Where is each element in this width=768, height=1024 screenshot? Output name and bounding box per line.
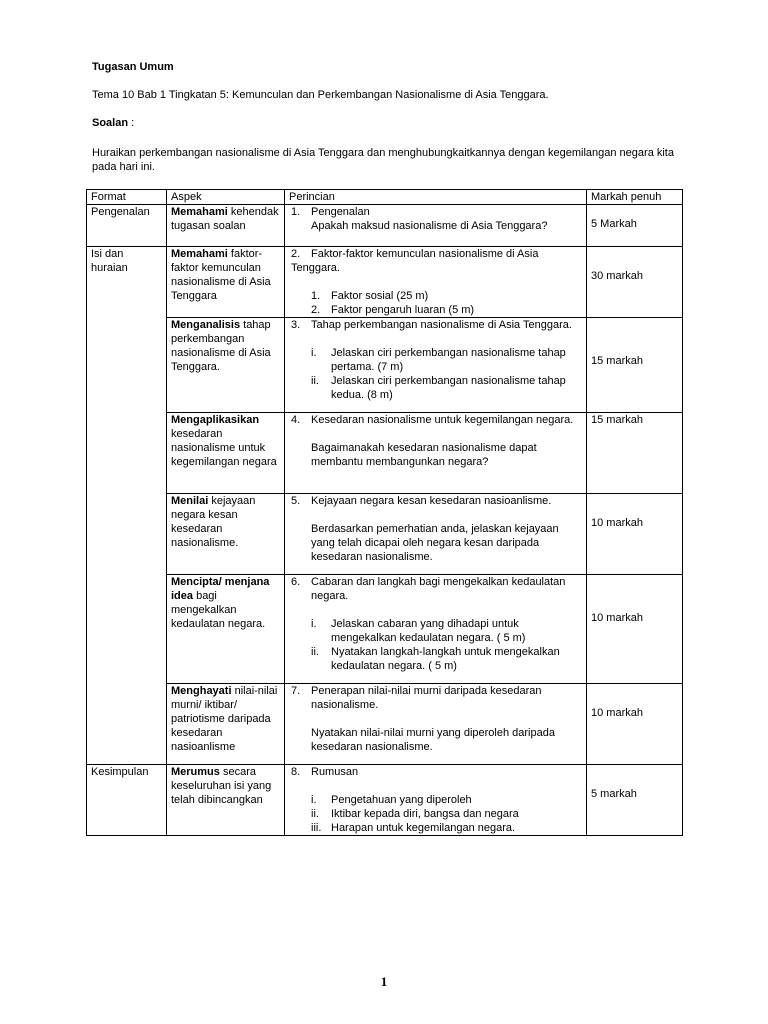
cell-perincian	[285, 413, 587, 494]
header-perincian: Perincian	[285, 190, 587, 205]
cell-aspek	[167, 205, 285, 247]
page-number: 1	[380, 974, 388, 989]
table-row	[87, 575, 683, 684]
cell-aspek	[167, 575, 285, 684]
aspek-rest: faktor-faktor kemunculan nasionalisme di Asia Tenggara	[171, 248, 271, 302]
item-number: 5.	[291, 495, 301, 507]
item-detail: Berdasarkan pemerhatian anda, jelaskan kejayaan yang telah dicapai oleh negara kesan daripada kesedaran nasionalisme.	[311, 523, 559, 563]
sub-label: i.	[311, 618, 317, 630]
question-label-colon: :	[128, 117, 135, 129]
sub-label: 2.	[311, 304, 321, 316]
list-item	[291, 645, 582, 673]
sub-text: Nyatakan langkah-langkah untuk mengekalkan kedaulatan negara. ( 5 m)	[331, 646, 560, 672]
sub-text: Harapan untuk kegemilangan negara.	[331, 822, 516, 834]
aspek-bold: Menganalisis	[171, 319, 241, 331]
aspek-bold: Memahami	[171, 248, 228, 260]
question-label-text: Soalan	[92, 117, 129, 129]
item-detail: Apakah maksud nasionalisme di Asia Tenggara?	[311, 220, 548, 232]
cell-aspek	[167, 684, 285, 765]
sub-label: ii.	[311, 646, 319, 658]
item-heading: Penerapan nilai-nilai murni daripada kesedaran nasionalisme.	[311, 685, 542, 711]
aspek-rest: nilai-nilai murni/ iktibar/ patriotisme daripada kesedaran nasioanlisme	[171, 685, 278, 753]
table-row	[87, 413, 683, 494]
cell-aspek	[167, 494, 285, 575]
header-format: Format	[87, 190, 167, 205]
sub-text: Jelaskan cabaran yang dihadapi untuk mengekalkan kedaulatan negara. ( 5 m)	[331, 618, 526, 644]
table-row	[87, 247, 683, 318]
table-row	[87, 494, 683, 575]
sub-label: ii.	[311, 808, 319, 820]
cell-markah: 5 Markah	[587, 205, 683, 247]
sub-text: Faktor pengaruh luaran (5 m)	[331, 304, 475, 316]
rubric-table	[86, 189, 683, 836]
question-label	[92, 116, 134, 130]
aspek-bold: Mencipta/ menjana idea	[171, 576, 270, 602]
cell-markah: 15 markah	[587, 318, 683, 413]
aspek-rest: kejayaan negara kesan kesedaran nasionalisme.	[171, 495, 256, 549]
item-number: 3.	[291, 319, 301, 331]
cell-markah: 10 markah	[587, 494, 683, 575]
list-item	[291, 807, 582, 821]
cell-markah: 15 markah	[587, 413, 683, 494]
question-text: Huraikan perkembangan nasionalisme di Asia Tenggara dan menghubungkaitkannya dengan kegemilangan negara kita pada hari ini.	[92, 147, 674, 173]
table-row	[87, 205, 683, 247]
list-item	[291, 303, 582, 317]
cell-markah: 10 markah	[587, 575, 683, 684]
aspek-rest: kehendak tugasan soalan	[171, 206, 279, 232]
item-heading: Tahap perkembangan nasionalisme di Asia Tenggara.	[311, 319, 572, 331]
table-row	[87, 684, 683, 765]
item-heading: Kejayaan negara kesan kesedaran nasioanlisme.	[311, 495, 552, 507]
cell-aspek	[167, 765, 285, 836]
sub-text: Iktibar kepada diri, bangsa dan negara	[331, 808, 519, 820]
cell-format: Kesimpulan	[87, 765, 167, 836]
item-number: 8.	[291, 766, 301, 778]
cell-perincian	[285, 684, 587, 765]
cell-perincian	[285, 205, 587, 247]
cell-perincian	[285, 318, 587, 413]
sub-label: i.	[311, 347, 317, 359]
table-header-row	[87, 190, 683, 205]
aspek-bold: Menilai	[171, 495, 209, 507]
sub-text: Jelaskan ciri perkembangan nasionalisme tahap pertama. (7 m)	[331, 347, 566, 373]
cell-format: Isi dan huraian	[87, 247, 167, 765]
cell-markah: 30 markah	[587, 247, 683, 318]
item-heading: Cabaran dan langkah bagi mengekalkan kedaulatan negara.	[311, 576, 566, 602]
cell-markah: 10 markah	[587, 684, 683, 765]
item-heading: Kesedaran nasionalisme untuk kegemilangan negara.	[311, 414, 574, 426]
document-title: Tugasan Umum	[92, 61, 174, 73]
cell-aspek	[167, 247, 285, 318]
header-aspek: Aspek	[167, 190, 285, 205]
item-number: 2.	[291, 248, 301, 260]
item-number: 6.	[291, 576, 301, 588]
cell-perincian	[285, 247, 587, 318]
cell-markah: 5 markah	[587, 765, 683, 836]
sub-text: Faktor sosial (25 m)	[331, 290, 429, 302]
list-item	[291, 374, 582, 402]
sub-label: ii.	[311, 375, 319, 387]
aspek-bold: Merumus	[171, 766, 220, 778]
sub-label: 1.	[311, 290, 321, 302]
cell-aspek	[167, 413, 285, 494]
item-number: 4.	[291, 414, 301, 426]
aspek-rest: secara keseluruhan isi yang telah dibincangkan	[171, 766, 272, 806]
item-number: 7.	[291, 685, 301, 697]
aspek-rest: bagi mengekalkan kedaulatan negara.	[171, 590, 266, 630]
cell-perincian	[285, 765, 587, 836]
item-number: 1.	[291, 206, 301, 218]
theme-line: Tema 10 Bab 1 Tingkatan 5: Kemunculan dan Perkembangan Nasionalisme di Asia Tenggara.	[92, 89, 549, 101]
list-item	[291, 793, 582, 807]
aspek-bold: Mengaplikasikan	[171, 414, 260, 426]
table-row	[87, 765, 683, 836]
list-item	[291, 617, 582, 645]
list-item	[291, 821, 582, 835]
item-heading: Rumusan	[311, 766, 359, 778]
item-detail: Nyatakan nilai-nilai murni yang diperoleh daripada kesedaran nasionalisme.	[311, 727, 555, 753]
cell-perincian	[285, 575, 587, 684]
table-row	[87, 318, 683, 413]
cell-perincian	[285, 494, 587, 575]
sub-label: i.	[311, 794, 317, 806]
list-item	[291, 346, 582, 374]
sub-label: iii.	[311, 822, 322, 834]
aspek-rest: tahap perkembangan nasionalisme di Asia Tenggara.	[171, 319, 271, 373]
item-detail: Bagaimanakah kesedaran nasionalisme dapat membantu membangunkan negara?	[311, 442, 537, 468]
sub-text: Jelaskan ciri perkembangan nasionalisme tahap kedua. (8 m)	[331, 375, 566, 401]
aspek-rest: kesedaran nasionalisme untuk kegemilangan negara	[171, 428, 277, 468]
aspek-bold: Menghayati	[171, 685, 232, 697]
sub-text: Pengetahuan yang diperoleh	[331, 794, 472, 806]
header-markah: Markah penuh	[587, 190, 683, 205]
aspek-bold: Memahami	[171, 206, 228, 218]
cell-format: Pengenalan	[87, 205, 167, 247]
item-heading: Faktor-faktor kemunculan nasionalisme di Asia Tenggara.	[291, 248, 539, 274]
item-heading: Pengenalan	[311, 206, 370, 218]
list-item	[291, 289, 582, 303]
cell-aspek	[167, 318, 285, 413]
